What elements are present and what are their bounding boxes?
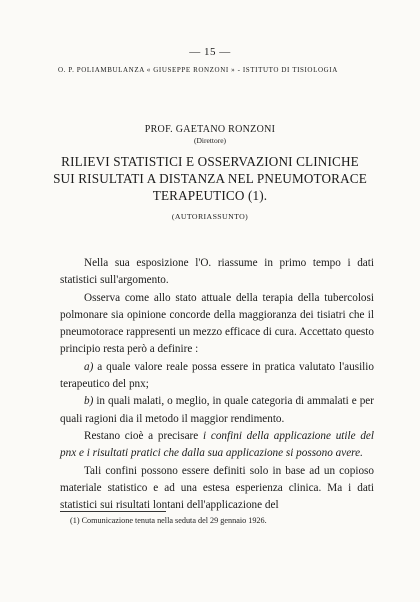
footnote-rule <box>60 511 166 512</box>
paragraph <box>60 359 374 394</box>
title-line-1: RILIEVI STATISTICI E OSSERVAZIONI CLINICHE <box>61 154 359 169</box>
item-text: in quali malati, o meglio, in quale categoria di ammalati e per quali ragioni dia il metodo il maggior rendimento. <box>60 395 374 425</box>
footnote: (1) Comunicazione tenuta nella seduta del 29 gennaio 1926. <box>70 516 267 525</box>
page-number: — 15 — <box>189 46 231 58</box>
paragraph <box>60 393 374 428</box>
item-label: a) <box>84 360 94 373</box>
paragraph: Tali confini possono essere definiti solo in base ad un copioso materiale statistico e ad una estesa esperienza clinica. Ma i dati statistici sui risultati lontani dell'applicazione del <box>60 464 374 512</box>
article-subtitle: (AUTORIASSUNTO) <box>171 212 249 221</box>
paragraph-text: Restano cioè a precisare <box>84 429 203 442</box>
paragraph: Osserva come allo stato attuale della terapia della tubercolosi polmonare sia opinione concorde della maggioranza dei tisiatri che il pneumotorace rappresenti un mezzo efficace di cura. Accettato questo principio resta però a definire : <box>60 291 374 356</box>
running-head: O. P. POLIAMBULANZA « GIUSEPPE RONZONI » - ISTITUTO DI TISIOLOGIA <box>58 66 338 74</box>
item-text: a quale valore reale possa essere in pratica valutato l'ausilio terapeutico del pnx; <box>60 360 374 391</box>
title-line-2: SUI RISULTATI A DISTANZA NEL PNEUMOTORACE <box>53 171 367 186</box>
paragraph <box>60 428 374 463</box>
author-name: PROF. GAETANO RONZONI <box>144 124 276 135</box>
title-line-3: TERAPEUTICO (1). <box>152 188 268 203</box>
article-title <box>0 153 420 204</box>
paragraph: Nella sua esposizione l'O. riassume in primo tempo i dati statistici sull'argomento. <box>60 257 374 287</box>
emphasis-text: i confini della applicazione utile del pnx e i risultati pratici che dalla sua applicazione si possono avere. <box>60 429 374 460</box>
author-role: (Direttore) <box>193 136 227 145</box>
body-text <box>60 255 374 514</box>
item-label: b) <box>84 395 94 408</box>
